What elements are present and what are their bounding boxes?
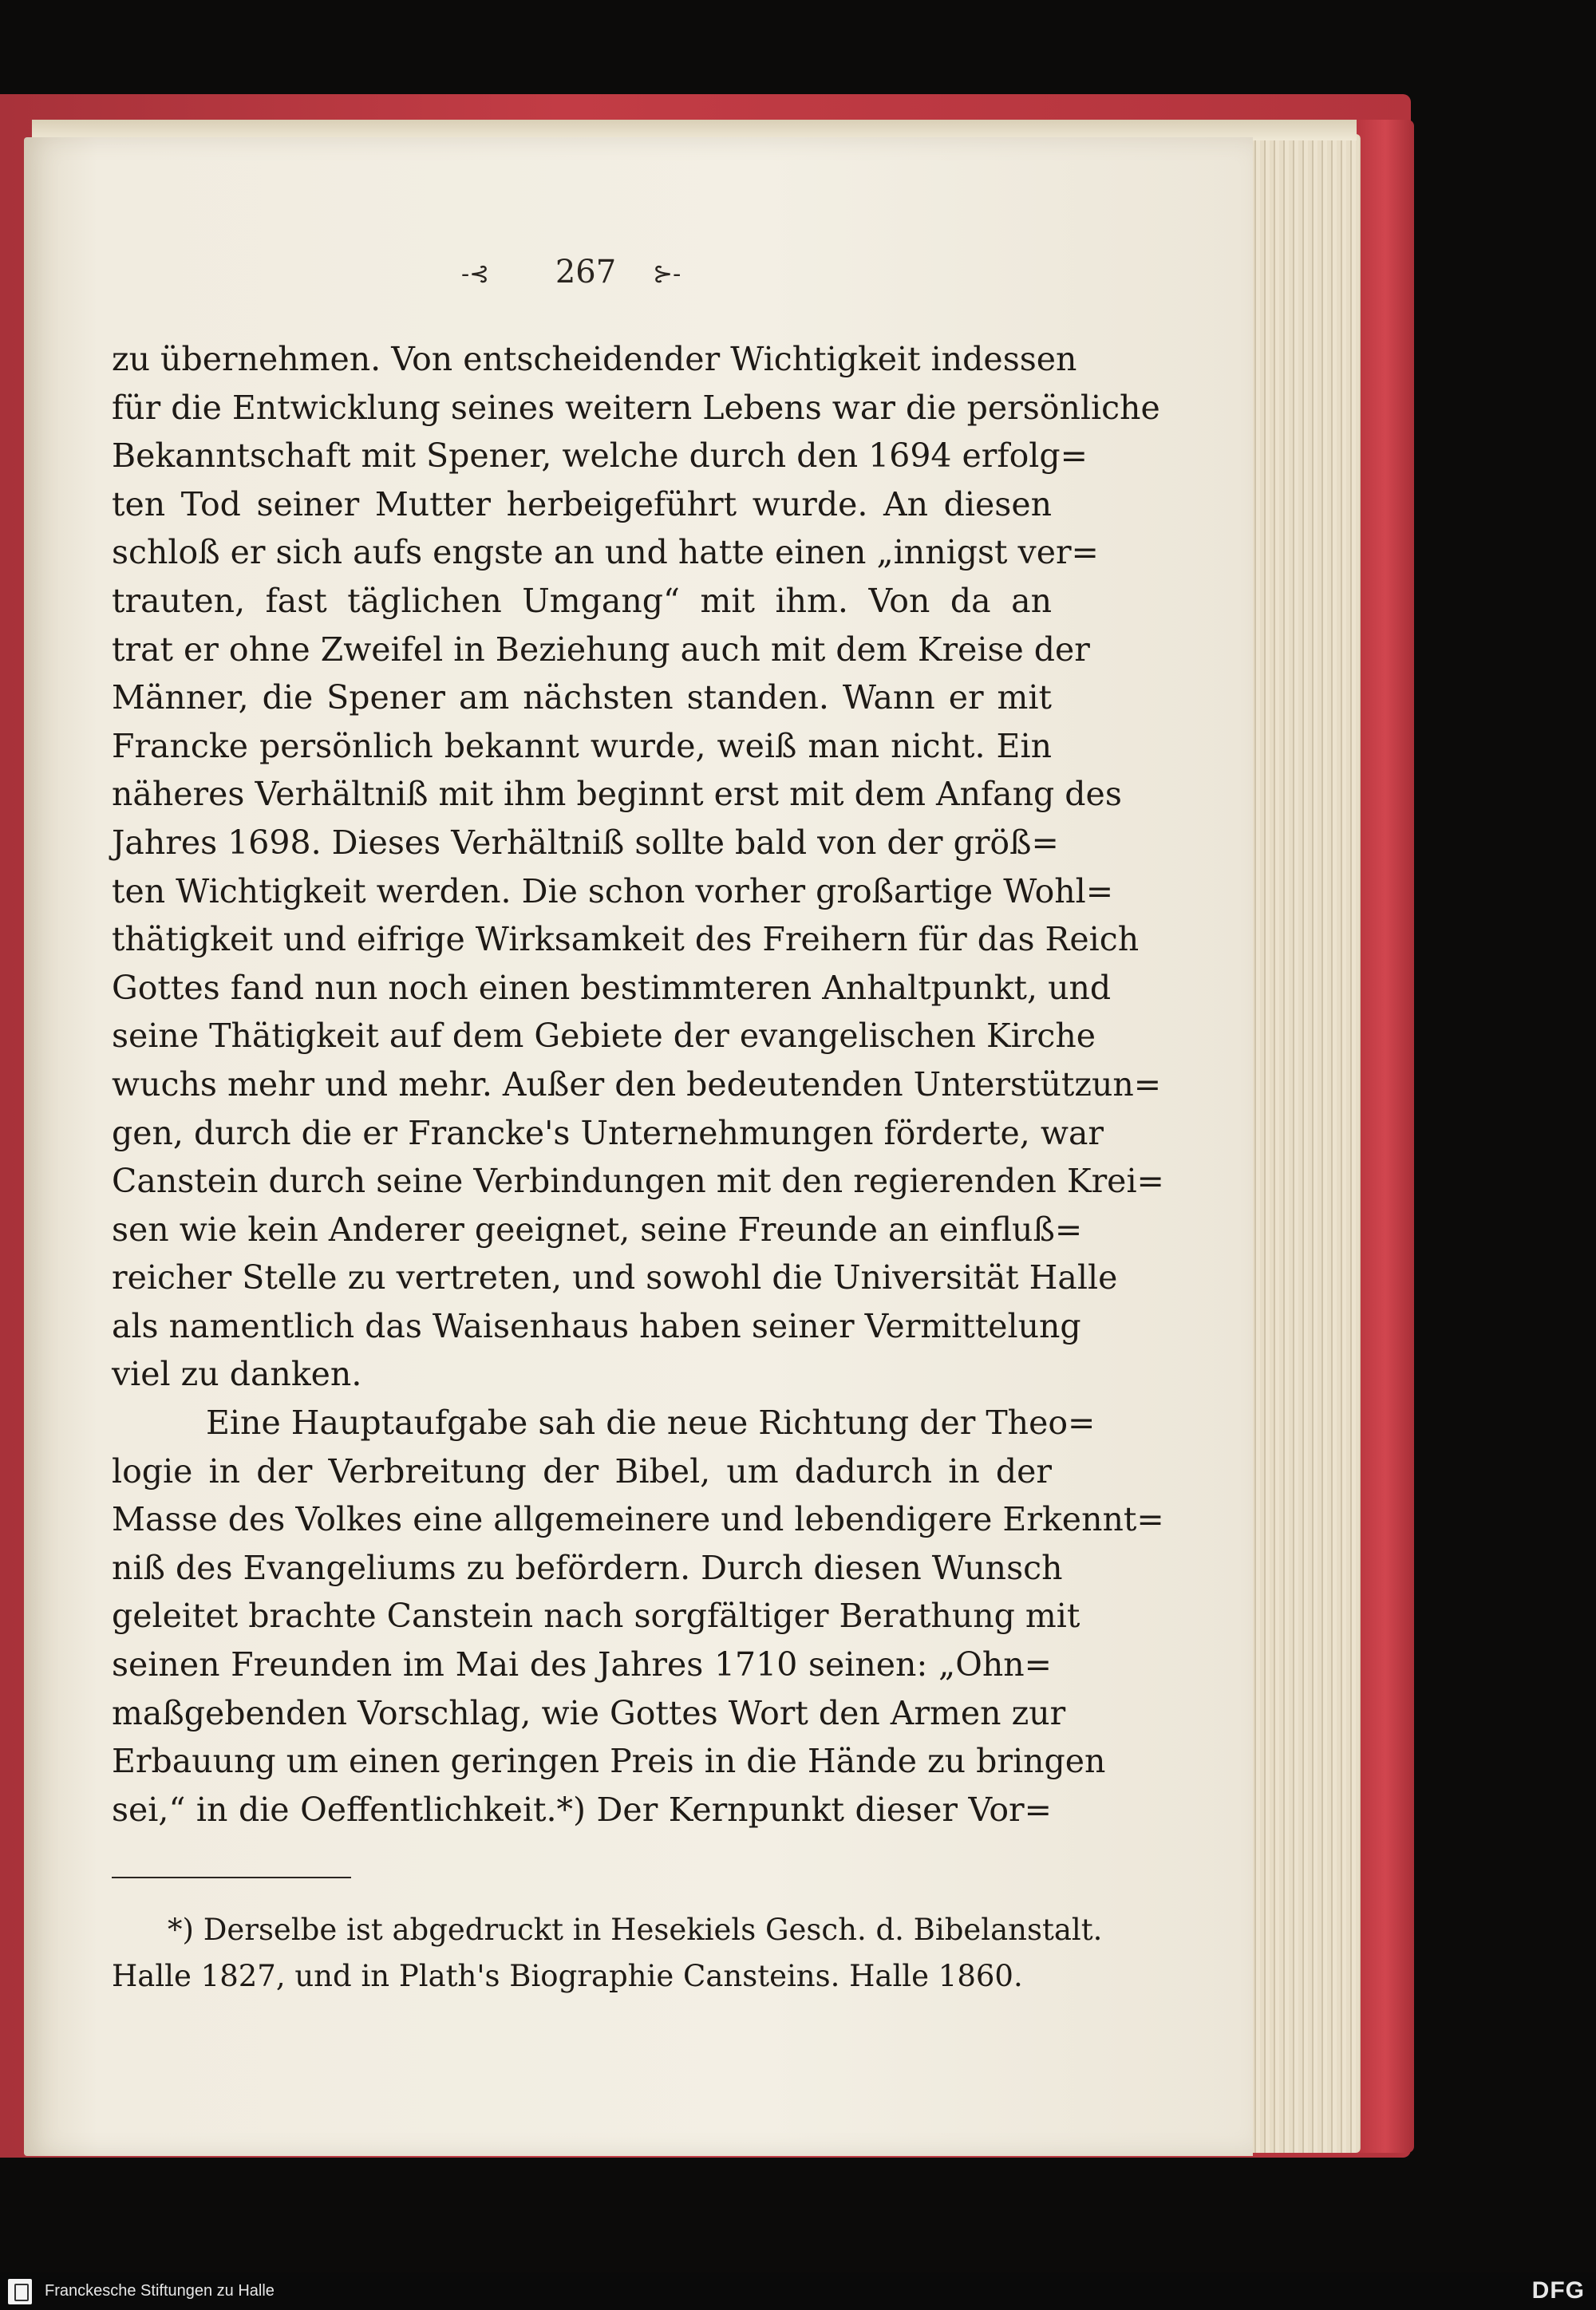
text-line: Masse des Volkes eine allgemeinere und lebendigere Erkennt= (112, 1500, 1164, 1539)
text-line: Gottes fand nun noch einen bestimmteren Anhaltpunkt, und (112, 968, 1112, 1007)
text-line: Canstein durch seine Verbindungen mit den regierenden Krei= (112, 1162, 1164, 1201)
body-text (112, 335, 1164, 1834)
viewer-footer-bar (0, 2272, 1596, 2310)
text-line: Francke persönlich bekannt wurde, weiß man nicht. Ein (112, 726, 1052, 765)
text-line: wuchs mehr und mehr. Außer den bedeutenden Unterstützun= (112, 1064, 1162, 1104)
institution-name: Franckesche Stiftungen zu Halle (45, 2282, 275, 2300)
text-line: niß des Evangeliums zu befördern. Durch diesen Wunsch (112, 1548, 1063, 1587)
text-line: trat er ohne Zweifel in Beziehung auch mit dem Kreise der (112, 630, 1090, 669)
dfg-logo: DFG (1531, 2277, 1585, 2304)
text-line: reicher Stelle zu vertreten, und sowohl die Universität Halle (112, 1258, 1118, 1297)
text-line: Erbauung um einen geringen Preis in die Hände zu bringen (112, 1742, 1106, 1781)
text-line: schloß er sich aufs engste an und hatte einen „innigst ver= (112, 533, 1099, 572)
text-line: näheres Verhältniß mit ihm beginnt erst mit dem Anfang des (112, 775, 1122, 814)
text-line: für die Entwicklung seines weitern Lebens war die persönliche (112, 388, 1160, 427)
footnotes (112, 1907, 1103, 2000)
text-line: Jahres 1698. Dieses Verhältniß sollte bald von der größ= (112, 823, 1059, 862)
text-line-paragraph-start: Eine Hauptaufgabe sah die neue Richtung der Theo= (206, 1404, 1096, 1443)
text-line: logie in der Verbreitung der Bibel, um dadurch in der (112, 1451, 1052, 1491)
text-line: trauten, fast täglichen Umgang“ mit ihm. Von da an (112, 581, 1052, 620)
text-line-paragraph-end: viel zu danken. (112, 1355, 362, 1394)
ornament-right: ⊱- (653, 260, 681, 288)
book-cover-edge (1357, 120, 1414, 2153)
footnote-line: *) Derselbe ist abgedruckt in Hesekiels Gesch. d. Bibelanstalt. (168, 1913, 1103, 1947)
ornament-left: -⊰ (461, 260, 490, 288)
page-edges (1241, 134, 1361, 2153)
text-line: sen wie kein Anderer geeignet, seine Freunde an einfluß= (112, 1210, 1083, 1249)
text-line: Männer, die Spener am nächsten standen. Wann er mit (112, 678, 1052, 717)
footnote-line: Halle 1827, und in Plath's Biographie Cansteins. Halle 1860. (112, 1959, 1023, 1993)
text-line: als namentlich das Waisenhaus haben seiner Vermittelung (112, 1306, 1081, 1345)
text-line: zu übernehmen. Von entscheidender Wichtigkeit indessen (112, 340, 1077, 378)
institution-logo-icon (8, 2279, 32, 2304)
page-number: 267 (555, 254, 617, 290)
text-line: sei,“ in die Oeffentlichkeit.*) Der Kernpunkt dieser Vor= (112, 1790, 1052, 1829)
footnote-rule (112, 1877, 351, 1878)
text-line: ten Tod seiner Mutter herbeigeführt wurde. An diesen (112, 484, 1052, 523)
text-line: geleitet brachte Canstein nach sorgfältiger Berathung mit (112, 1597, 1080, 1636)
text-line: Bekanntschaft mit Spener, welche durch den 1694 erfolg= (112, 436, 1088, 476)
text-line: seine Thätigkeit auf dem Gebiete der evangelischen Kirche (112, 1017, 1096, 1056)
text-line: gen, durch die er Francke's Unternehmungen förderte, war (112, 1113, 1104, 1152)
text-line: maßgebenden Vorschlag, wie Gottes Wort den Armen zur (112, 1693, 1066, 1732)
text-line: seinen Freunden im Mai des Jahres 1710 seinen: „Ohn= (112, 1645, 1052, 1684)
text-line: thätigkeit und eifrige Wirksamkeit des Freihern für das Reich (112, 920, 1140, 959)
text-line: ten Wichtigkeit werden. Die schon vorher großartige Wohl= (112, 871, 1114, 910)
